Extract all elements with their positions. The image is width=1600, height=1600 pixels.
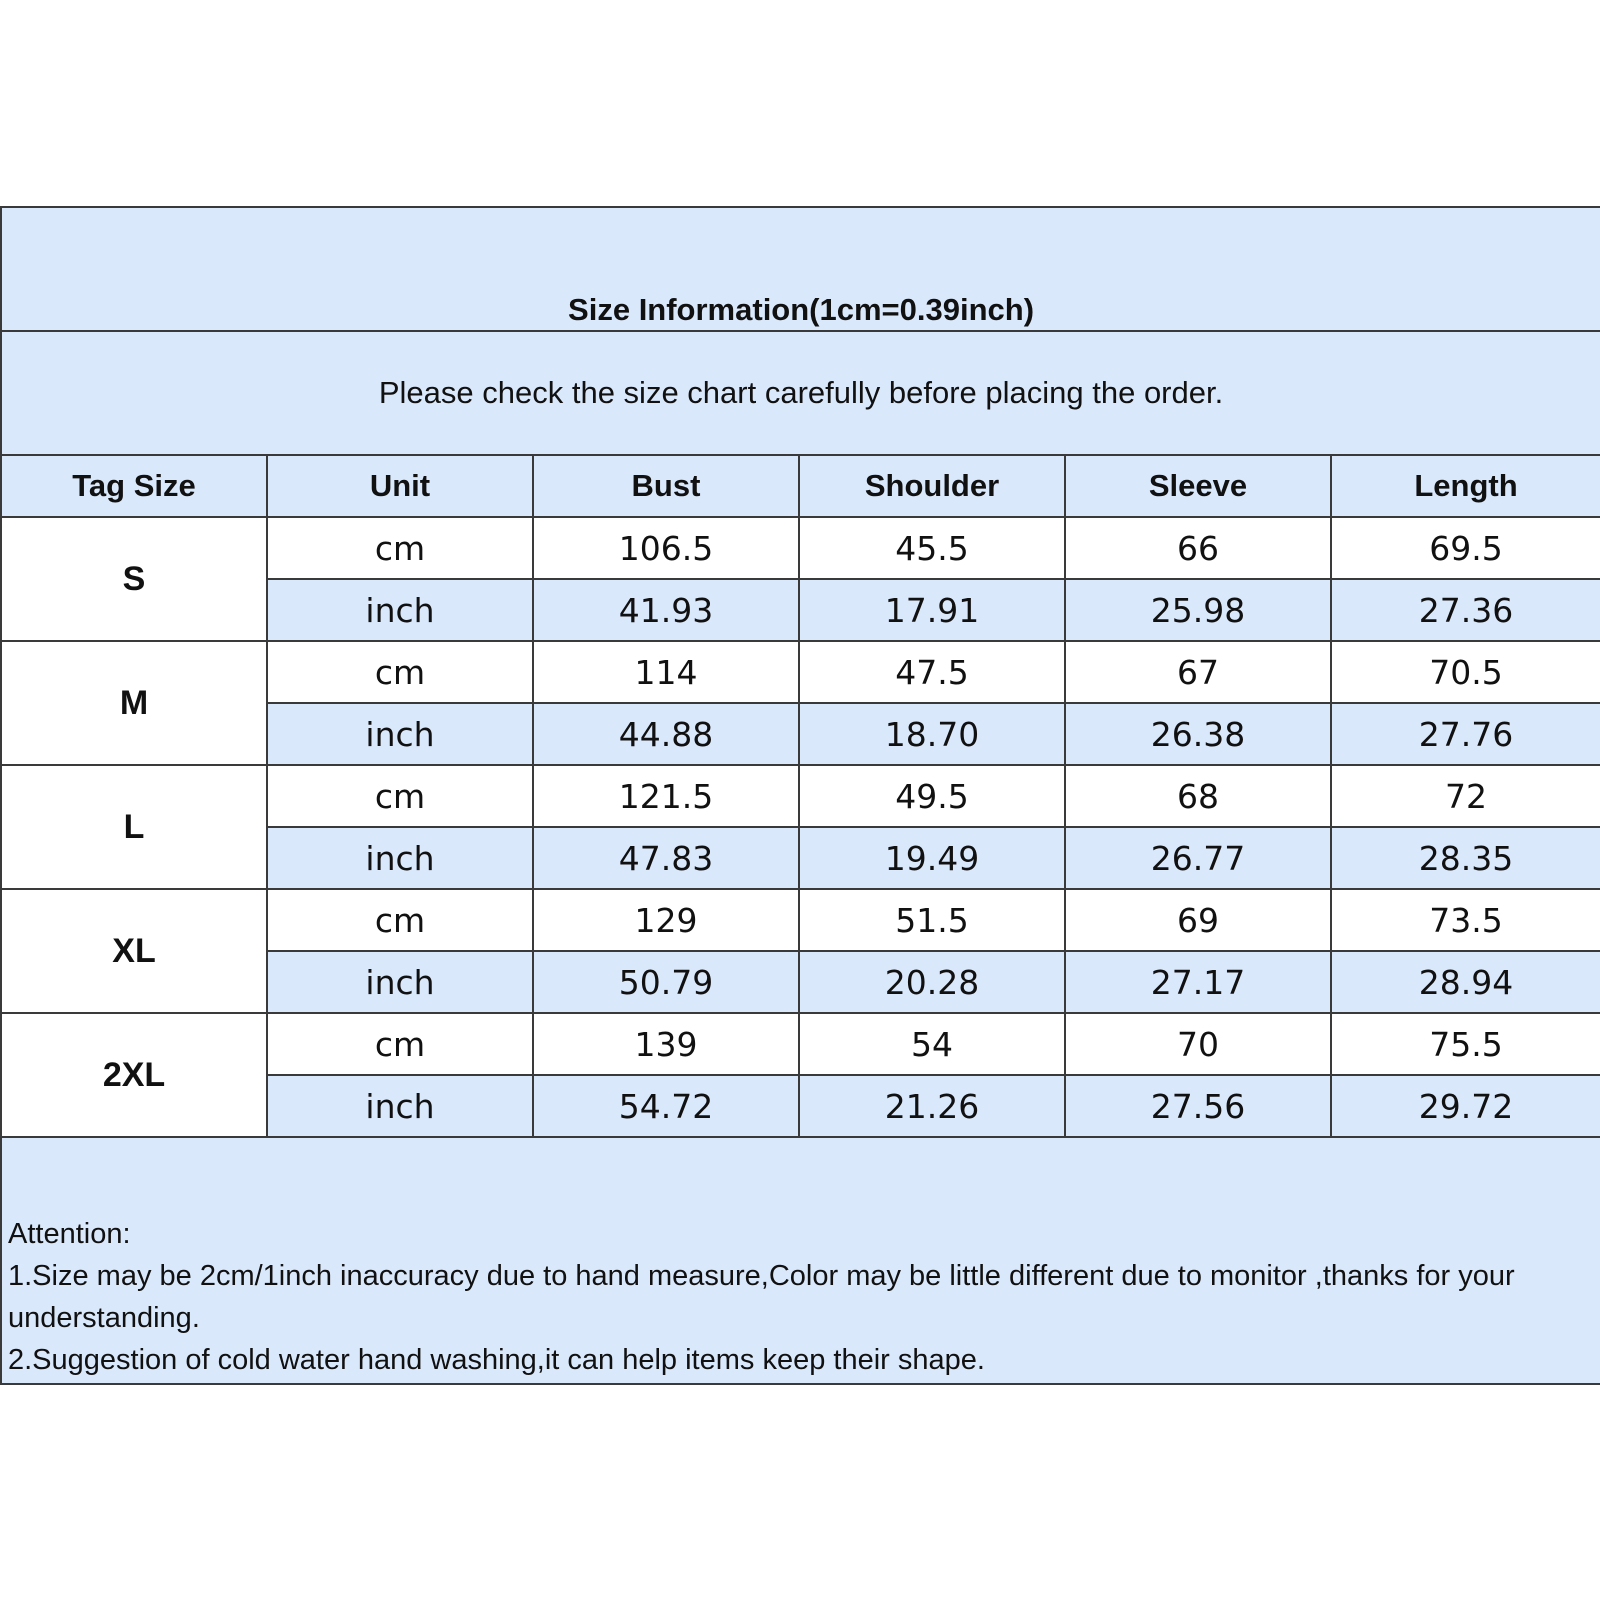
notes-block [2, 1213, 1600, 1383]
table-row [1, 765, 1600, 827]
note-line-1: 1.Size may be 2cm/1inch inaccuracy due to hand measure,Color may be little different due to monitor ,thanks for your understanding. [8, 1260, 1515, 1334]
measurement-cell: 129 [533, 889, 799, 951]
tag-size-cell: L [1, 765, 267, 889]
measurement-cell: 28.94 [1331, 951, 1600, 1013]
subtitle: Please check the size chart carefully before placing the order. [1, 331, 1600, 455]
unit-cell: cm [267, 889, 533, 951]
measurement-cell: 45.5 [799, 517, 1065, 579]
measurement-cell: 121.5 [533, 765, 799, 827]
page-title: Size Information(1cm=0.39inch) [568, 292, 1035, 327]
measurement-cell: 54.72 [533, 1075, 799, 1137]
unit-cell: inch [267, 827, 533, 889]
tag-size-cell: XL [1, 889, 267, 1013]
table-row [1, 517, 1600, 579]
measurement-cell: 18.70 [799, 703, 1065, 765]
table-row [1, 641, 1600, 703]
header-bust: Bust [533, 455, 799, 517]
header-sleeve: Sleeve [1065, 455, 1331, 517]
measurement-cell: 19.49 [799, 827, 1065, 889]
header-unit: Unit [267, 455, 533, 517]
measurement-cell: 72 [1331, 765, 1600, 827]
measurement-cell: 26.38 [1065, 703, 1331, 765]
unit-cell: inch [267, 1075, 533, 1137]
measurement-cell: 69 [1065, 889, 1331, 951]
header-row [1, 455, 1600, 517]
size-chart-table [0, 206, 1600, 1385]
unit-cell: inch [267, 703, 533, 765]
table-row [1, 889, 1600, 951]
measurement-cell: 27.76 [1331, 703, 1600, 765]
measurement-cell: 73.5 [1331, 889, 1600, 951]
measurement-cell: 28.35 [1331, 827, 1600, 889]
measurement-cell: 51.5 [799, 889, 1065, 951]
unit-cell: cm [267, 517, 533, 579]
measurement-cell: 106.5 [533, 517, 799, 579]
header-shoulder: Shoulder [799, 455, 1065, 517]
unit-cell: cm [267, 641, 533, 703]
measurement-cell: 66 [1065, 517, 1331, 579]
unit-cell: cm [267, 1013, 533, 1075]
measurement-cell: 41.93 [533, 579, 799, 641]
measurement-cell: 29.72 [1331, 1075, 1600, 1137]
measurement-cell: 44.88 [533, 703, 799, 765]
note-line-2: 2.Suggestion of cold water hand washing,it can help items keep their shape. [8, 1344, 985, 1376]
measurement-cell: 25.98 [1065, 579, 1331, 641]
measurement-cell: 47.5 [799, 641, 1065, 703]
header-length: Length [1331, 455, 1600, 517]
measurement-cell: 26.77 [1065, 827, 1331, 889]
unit-cell: inch [267, 951, 533, 1013]
measurement-cell: 69.5 [1331, 517, 1600, 579]
measurement-cell: 27.36 [1331, 579, 1600, 641]
measurement-cell: 49.5 [799, 765, 1065, 827]
measurement-cell: 20.28 [799, 951, 1065, 1013]
measurement-cell: 47.83 [533, 827, 799, 889]
title-cell [1, 207, 1600, 331]
measurement-cell: 27.17 [1065, 951, 1331, 1013]
measurement-cell: 54 [799, 1013, 1065, 1075]
tag-size-cell: S [1, 517, 267, 641]
measurement-cell: 70.5 [1331, 641, 1600, 703]
measurement-cell: 139 [533, 1013, 799, 1075]
notes-heading: Attention: [8, 1218, 131, 1250]
measurement-cell: 67 [1065, 641, 1331, 703]
measurement-cell: 68 [1065, 765, 1331, 827]
tag-size-cell: M [1, 641, 267, 765]
measurement-cell: 114 [533, 641, 799, 703]
measurement-cell: 70 [1065, 1013, 1331, 1075]
measurement-cell: 17.91 [799, 579, 1065, 641]
measurement-cell: 21.26 [799, 1075, 1065, 1137]
notes-cell [1, 1137, 1600, 1384]
measurement-cell: 75.5 [1331, 1013, 1600, 1075]
tag-size-cell: 2XL [1, 1013, 267, 1137]
unit-cell: inch [267, 579, 533, 641]
unit-cell: cm [267, 765, 533, 827]
measurement-cell: 27.56 [1065, 1075, 1331, 1137]
table-row [1, 1013, 1600, 1075]
header-tag-size: Tag Size [1, 455, 267, 517]
measurement-cell: 50.79 [533, 951, 799, 1013]
